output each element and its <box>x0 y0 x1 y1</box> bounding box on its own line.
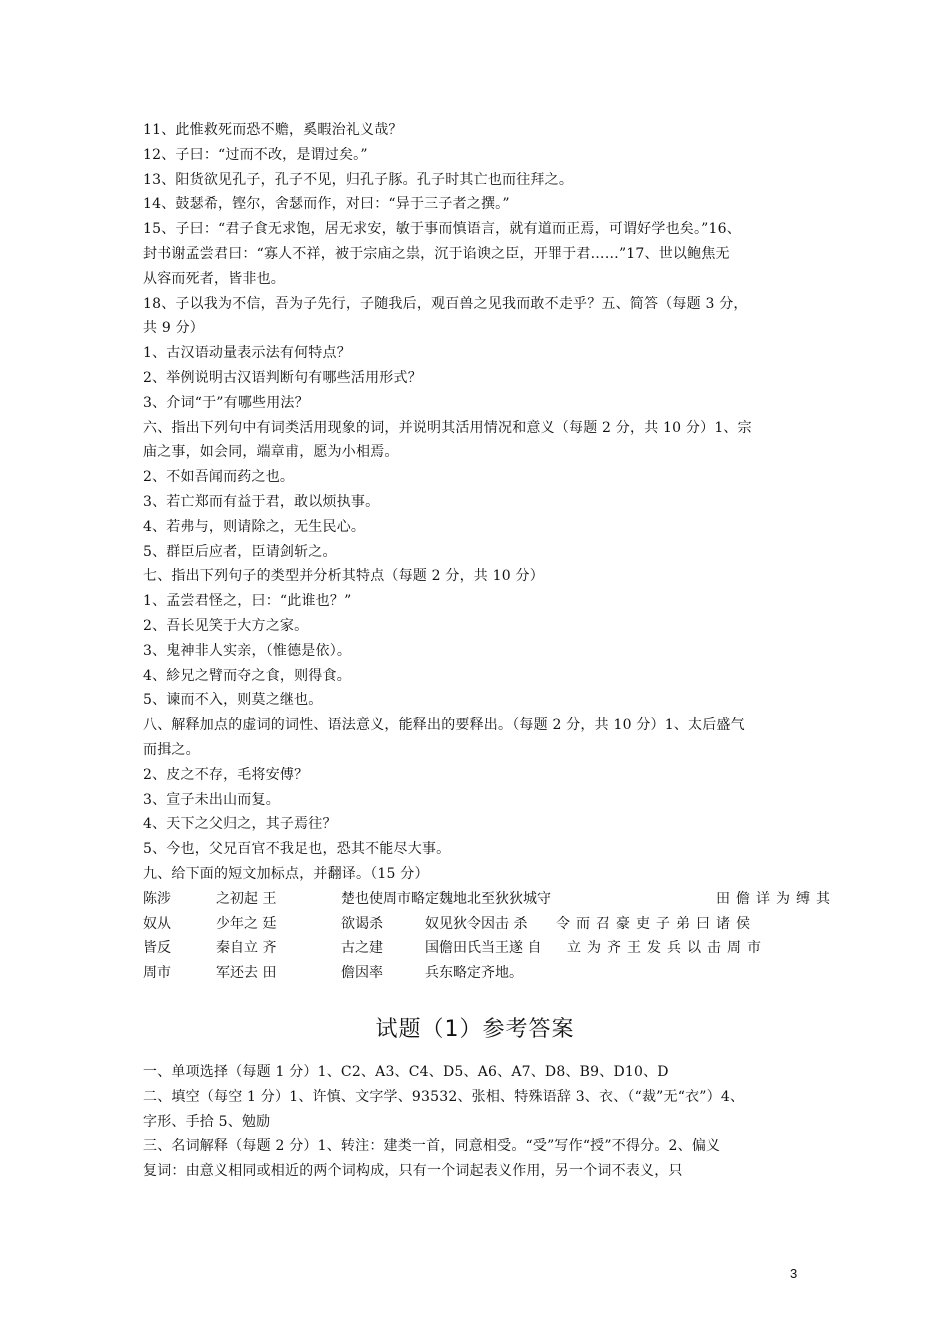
punctuation-passage <box>143 887 836 986</box>
text-line: 封书谢孟尝君曰：“寡人不祥，被于宗庙之祟，沉于谄谀之臣，开罪于君……”17、世以鲍焦无 <box>143 245 730 262</box>
text-line: 5、谏而不入，则莫之继也。 <box>143 692 323 709</box>
passage-row <box>143 887 836 912</box>
passage-cell: 陈涉 <box>143 890 171 907</box>
text-line: 3、若亡郑而有益于君，敢以烦执事。 <box>143 493 380 510</box>
text-line: 11、此惟救死而恐不赡，奚暇治礼义哉？ <box>143 122 403 138</box>
text-line: 庙之事，如会同，端章甫，愿为小相焉。 <box>143 444 399 461</box>
exam-questions <box>143 118 836 986</box>
passage-cell: 田儋详为缚其 <box>716 890 836 907</box>
text-line: 5、今也，父兄百官不我足也，恐其不能尽大事。 <box>143 841 451 858</box>
text-line: 15、子曰：“君子食无求饱，居无求安，敏于事而慎语言，就有道而正焉，可谓好学也矣。”16、 <box>143 221 741 238</box>
passage-cell: 楚也使周市略定魏地北至狄狄城守 <box>341 890 551 907</box>
text-line: 七、指出下列句子的类型并分析其特点（每题 2 分，共 10 分） <box>143 568 544 585</box>
text-line: 复词：由意义相同或相近的两个词构成，只有一个词起表义作用，另一个词不表义，只 <box>143 1163 683 1180</box>
text-line: 字形、手拾 5、勉励 <box>143 1113 271 1130</box>
passage-cell: 立为齐王发兵以击周市 <box>567 940 767 957</box>
text-line: 5、群臣后应者，臣请剑斩之。 <box>143 543 337 560</box>
passage-cell: 古之建 国儋田氏当王遂 自 <box>341 940 542 957</box>
text-line: 18、子以我为不信，吾为子先行，子随我后，观百兽之见我而敢不走乎？五、简答（每题 3 分， <box>143 295 748 312</box>
passage-cell: 周市 <box>143 965 171 982</box>
text-line: 共 9 分） <box>143 320 205 337</box>
text-line: 3、介词“于”有哪些用法？ <box>143 394 309 411</box>
text-line: 1、孟尝君怪之，曰：“此谁也？” <box>143 593 352 610</box>
passage-cell: 军还去 田 <box>216 965 277 982</box>
answer-key <box>143 1060 823 1184</box>
text-line: 2、举例说明古汉语判断句有哪些活用形式？ <box>143 369 422 386</box>
text-line: 1、古汉语动量表示法有何特点？ <box>143 345 351 362</box>
text-line: 3、宣子未出山而复。 <box>143 791 280 808</box>
passage-cell: 少年之 廷 <box>216 915 277 932</box>
text-line: 二、填空（每空 1 分）1、许慎、文字学、93532、张相、特殊语辞 3、衣、（“裁”无“衣”）4、 <box>143 1088 745 1105</box>
text-line: 2、吾长见笑于大方之家。 <box>143 617 309 634</box>
passage-row <box>143 936 823 961</box>
text-line: 14、鼓瑟希，铿尔，舍瑟而作，对曰：“异于三子者之撰。” <box>143 196 510 213</box>
passage-cell: 奴从 <box>143 915 171 932</box>
passage-row <box>143 912 823 937</box>
passage-cell: 儋因率 兵东略定齐地。 <box>341 965 523 982</box>
text-line: 八、解释加点的虚词的词性、语法意义，能释出的要释出。（每题 2 分，共 10 分）1、太后盛气 <box>143 717 745 734</box>
passage-cell: 秦自立 齐 <box>216 940 277 957</box>
text-line: 13、阳货欲见孔子，孔子不见，归孔子豚。孔子时其亡也而往拜之。 <box>143 171 574 188</box>
text-line: 2、不如吾闻而药之也。 <box>143 469 295 486</box>
text-line: 九、给下面的短文加标点，并翻译。（15 分） <box>143 865 429 882</box>
passage-cell: 欲谒杀 奴见狄令因击 杀 <box>341 915 528 932</box>
text-line: 而揖之。 <box>143 741 200 758</box>
passage-cell: 皆反 <box>143 940 171 957</box>
passage-row <box>143 961 823 986</box>
text-line: 2、皮之不存，毛将安傅？ <box>143 766 309 783</box>
text-line: 一、单项选择（每题 1 分）1、C2、A3、C4、D5、A6、A7、D8、B9、D10、D <box>143 1064 669 1080</box>
text-line: 12、子曰：“过而不改，是谓过矣。” <box>143 146 368 163</box>
text-line: 从容而死者，皆非也。 <box>143 270 285 287</box>
text-line: 3、鬼神非人实亲，（惟德是依）。 <box>143 642 352 659</box>
text-line: 4、紾兄之臂而夺之食，则得食。 <box>143 667 351 684</box>
text-line: 三、名词解释（每题 2 分）1、转注：建类一首，同意相受。“受”写作“授”不得分。2、偏义 <box>143 1138 721 1155</box>
text-line: 六、指出下列句中有词类活用现象的词，并说明其活用情况和意义（每题 2 分，共 10 分）1、宗 <box>143 419 752 436</box>
text-line: 4、若弗与，则请除之，无生民心。 <box>143 518 366 535</box>
answer-key-title: 试题（1）参考答案 <box>375 1017 575 1042</box>
passage-cell: 之初起 王 <box>216 890 277 907</box>
passage-cell: 令而召豪吏子弟曰诸侯 <box>556 915 756 932</box>
page-number: 3 <box>790 1266 798 1281</box>
text-line: 4、天下之父归之，其子焉往？ <box>143 816 337 833</box>
